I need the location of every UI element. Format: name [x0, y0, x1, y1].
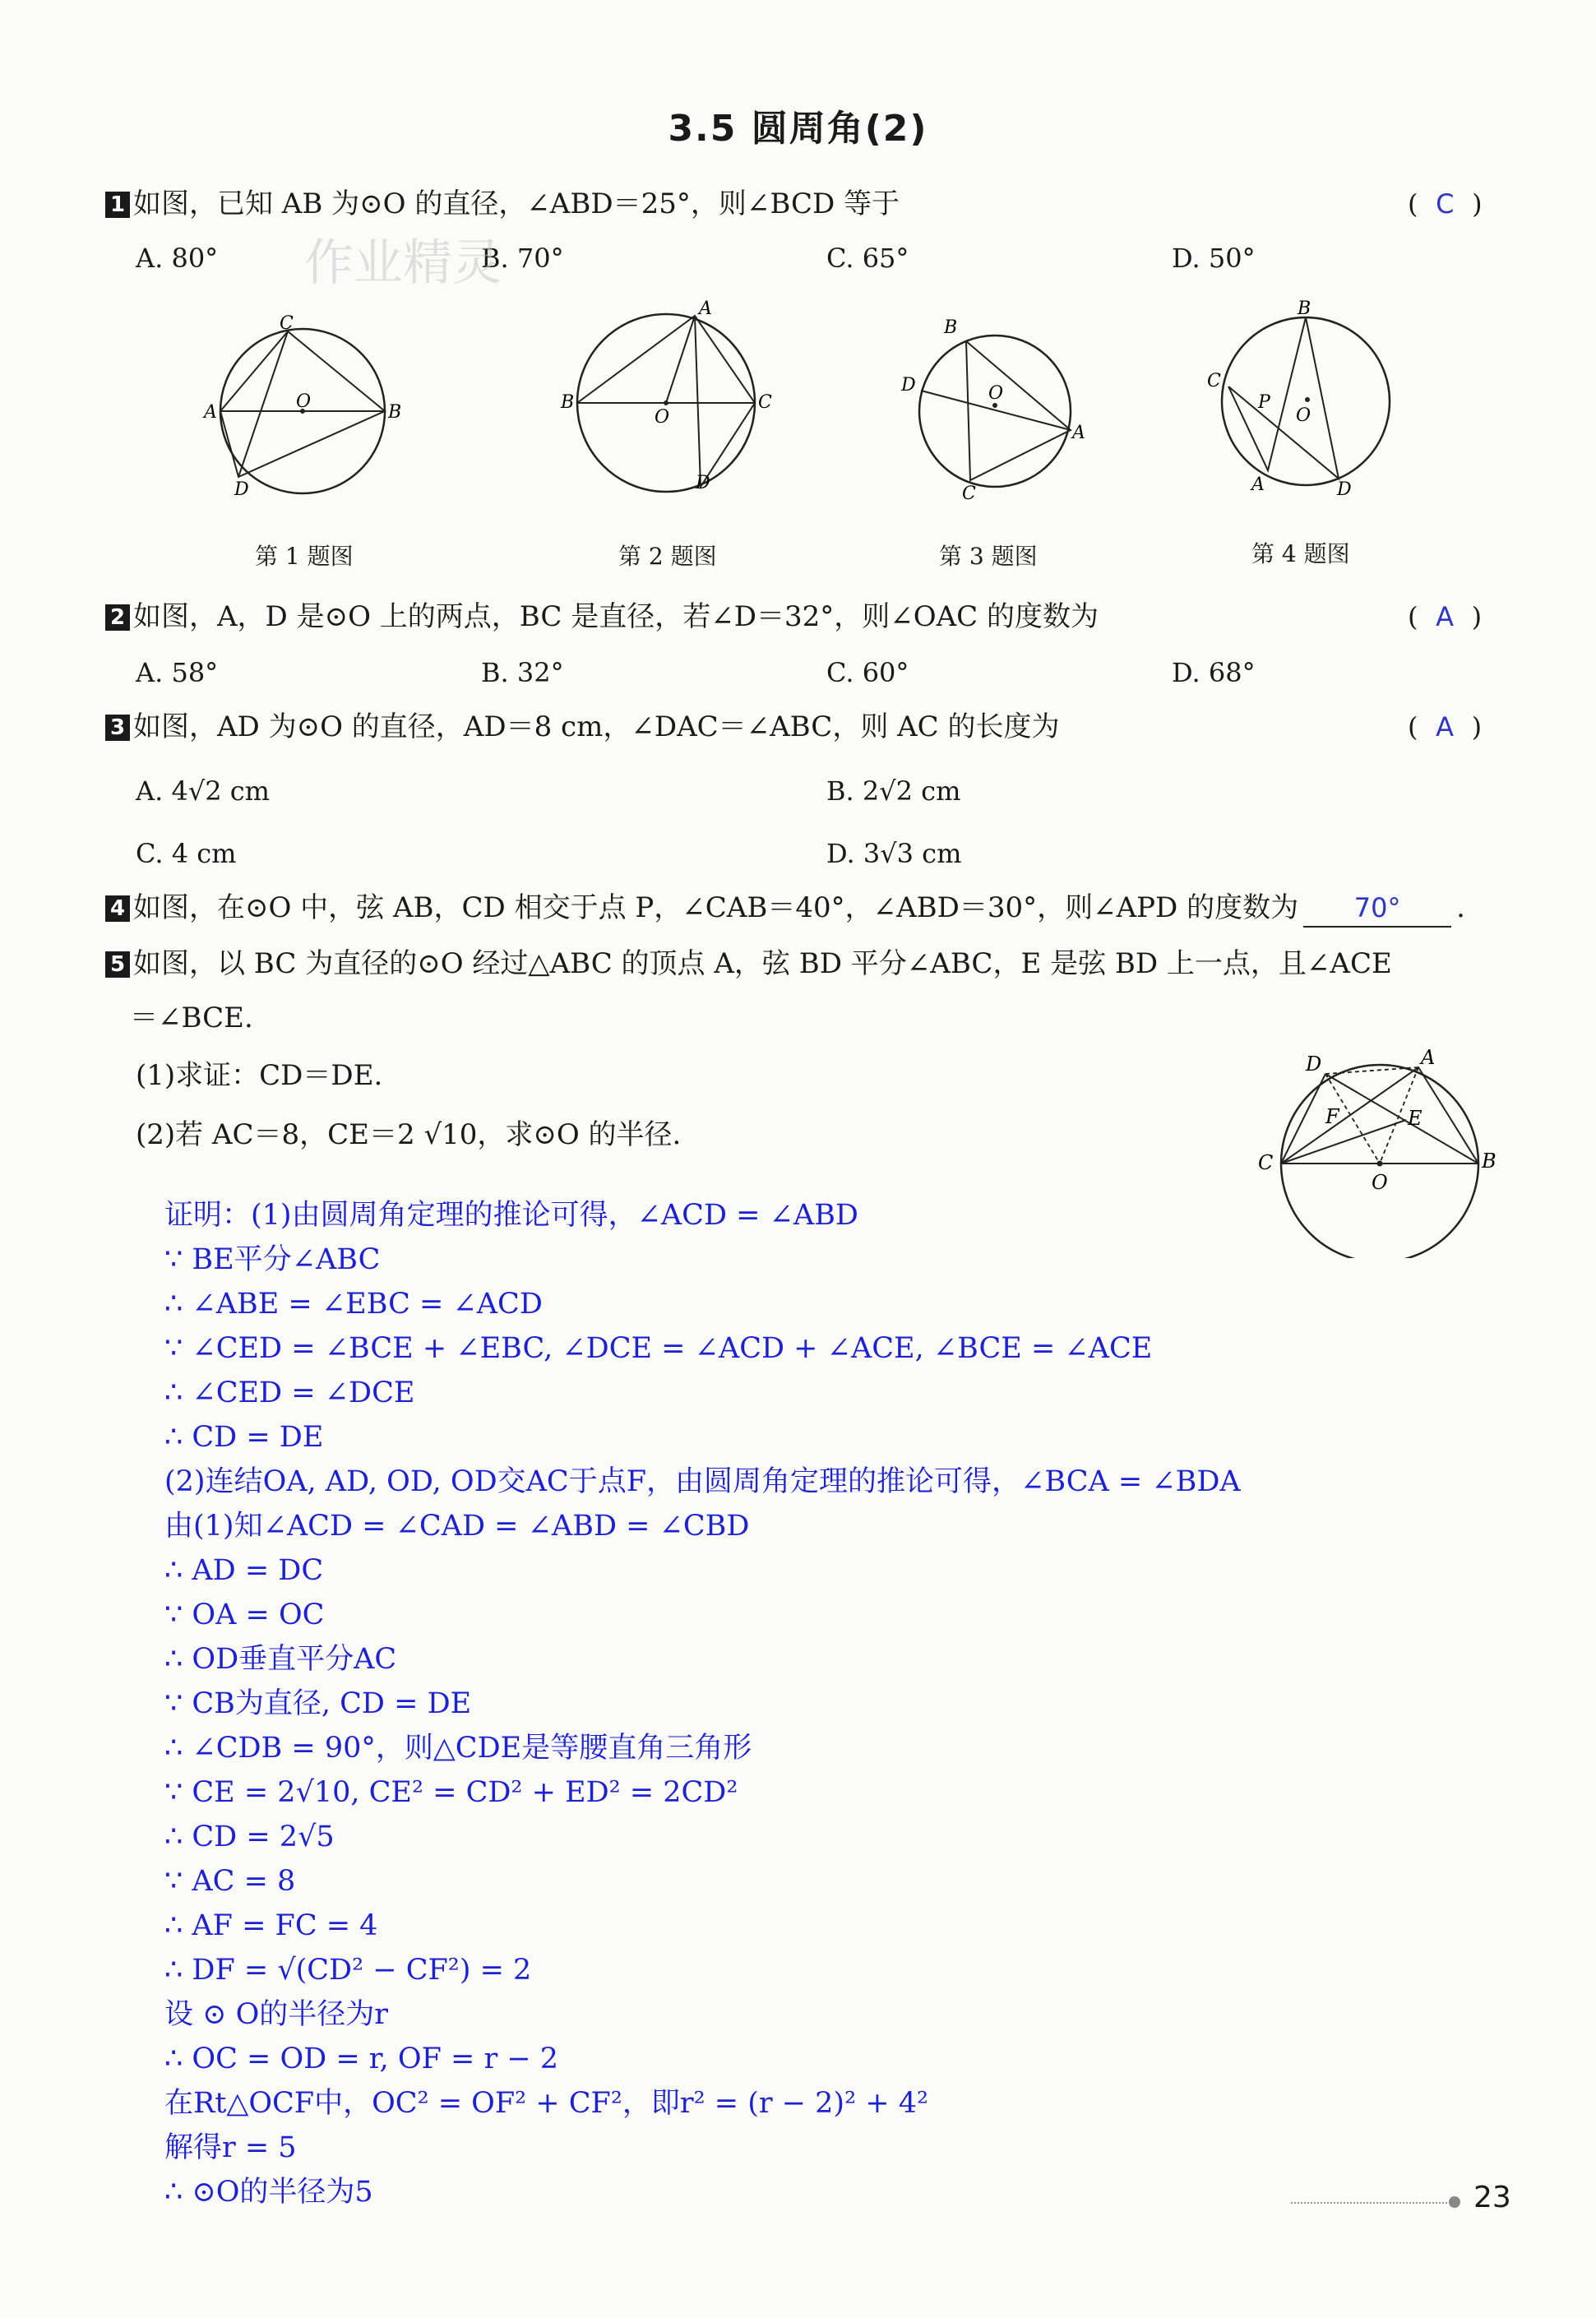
solution-line: 在Rt△OCF中，OC² = OF² + CF²，即r² = (r − 2)² + 4²	[164, 2087, 928, 2120]
solution-line: 由(1)知∠ACD = ∠CAD = ∠ABD = ∠CBD	[164, 1510, 750, 1543]
svg-text:E: E	[1408, 1107, 1423, 1130]
watermark: 作业精灵	[304, 234, 502, 292]
solution-line: ∴ ∠CDB = 90°，则△CDE是等腰直角三角形	[164, 1732, 752, 1765]
page-number: 23	[1473, 2181, 1511, 2214]
solution-line: ∴ DF = √(CD² − CF²) = 2	[164, 1954, 532, 1987]
caption-fig-3: 第 3 题图	[939, 543, 1038, 570]
answer: A	[1436, 601, 1454, 632]
svg-text:O: O	[1372, 1171, 1388, 1194]
svg-text:C: C	[962, 483, 976, 504]
question-5-line-2: ＝∠BCE.	[130, 1002, 253, 1034]
svg-text:O: O	[988, 383, 1004, 404]
solution-line: ∵ CB为直径, CD = DE	[164, 1687, 472, 1720]
question-text: 如图，以 BC 为直径的⊙O 经过△ABC 的顶点 A，弦 BD 平分∠ABC，E 是弦 BD 上一点，且∠ACE	[133, 947, 1392, 980]
caption-fig-2: 第 2 题图	[618, 543, 717, 570]
figure-3	[896, 308, 1102, 506]
svg-text:B: B	[1298, 298, 1311, 319]
figure-2	[559, 298, 781, 503]
caption-fig-1: 第 1 题图	[255, 543, 354, 570]
svg-text:B: B	[561, 392, 575, 413]
option-b: B. 70°	[481, 243, 564, 274]
answer-bracket: ( A )	[1408, 601, 1483, 632]
solution-line: ∴ OC = OD = r, OF = r − 2	[164, 2043, 559, 2075]
svg-text:A: A	[204, 402, 217, 423]
svg-text:O: O	[296, 391, 312, 412]
solution-line: ∴ ∠ABE = ∠EBC = ∠ACD	[164, 1288, 543, 1321]
option-b: B. 2√2 cm	[826, 775, 961, 807]
answer: C	[1436, 188, 1455, 220]
option-d: D. 50°	[1172, 243, 1256, 274]
svg-text:F: F	[1325, 1105, 1339, 1128]
svg-text:C: C	[280, 313, 294, 334]
question-5-part-1: (1)求证：CD＝DE.	[136, 1059, 383, 1092]
solution-line: ∴ CD = 2√5	[164, 1821, 335, 1853]
solution-line: ∵ OA = OC	[164, 1599, 325, 1631]
question-3	[105, 709, 1060, 745]
solution-line: ∴ AD = DC	[164, 1554, 324, 1587]
question-4: 4 如图，在⊙O 中，弦 AB，CD 相交于点 P，∠CAB＝40°，∠ABD＝30°，则∠APD 的度数为 70° .	[105, 890, 1465, 928]
option-a: A. 4√2 cm	[136, 775, 270, 807]
question-text: 如图，在⊙O 中，弦 AB，CD 相交于点 P，∠CAB＝40°，∠ABD＝30°，则∠APD 的度数为	[133, 891, 1299, 924]
svg-text:A: A	[1421, 1046, 1436, 1069]
solution-line: ∵ ∠CED = ∠BCE + ∠EBC, ∠DCE = ∠ACD + ∠ACE, ∠BCE = ∠ACE	[164, 1332, 1153, 1365]
answer-bracket: ( A )	[1408, 711, 1483, 743]
page-title: 3.5 圆周角(2)	[668, 108, 928, 150]
svg-text:A: A	[1251, 474, 1265, 495]
svg-text:C: C	[1258, 1151, 1274, 1174]
solution-line: ∵ CE = 2√10, CE² = CD² + ED² = 2CD²	[164, 1776, 738, 1809]
svg-text:D: D	[1337, 479, 1352, 500]
svg-text:A: A	[699, 298, 712, 319]
option-d: D. 3√3 cm	[826, 838, 962, 869]
figure-4	[1200, 296, 1406, 502]
question-number: 5	[105, 951, 130, 978]
option-b: B. 32°	[481, 657, 564, 688]
svg-text:B: B	[944, 317, 958, 338]
svg-text:O: O	[655, 407, 670, 428]
question-number: 4	[105, 895, 130, 922]
svg-text:C: C	[758, 392, 772, 413]
question-text: 如图，A，D 是⊙O 上的两点，BC 是直径，若∠D＝32°，则∠OAC 的度数为	[133, 600, 1099, 633]
footer-dots	[1291, 2202, 1447, 2204]
question-5-part-2: (2)若 AC＝8，CE＝2 √10，求⊙O 的半径.	[136, 1118, 682, 1151]
svg-text:D: D	[901, 375, 916, 396]
option-c: C. 65°	[826, 243, 909, 274]
svg-text:D: D	[1306, 1053, 1322, 1076]
option-a: A. 80°	[136, 243, 219, 274]
solution-line: 设 ⊙ O的半径为r	[164, 1998, 389, 2031]
question-5	[105, 946, 1392, 982]
option-c: C. 60°	[826, 657, 909, 688]
figure-5	[1250, 1044, 1513, 1258]
solution-line: ∴ ⊙O的半径为5	[164, 2176, 373, 2209]
caption-fig-4: 第 4 题图	[1251, 540, 1350, 567]
footer-dot	[1449, 2196, 1460, 2208]
option-c: C. 4 cm	[136, 838, 237, 869]
solution-line: ∴ ∠CED = ∠DCE	[164, 1376, 415, 1409]
option-d: D. 68°	[1172, 657, 1256, 688]
solution-line: ∴ CD = DE	[164, 1421, 324, 1454]
solution-line: ∵ AC = 8	[164, 1865, 296, 1898]
figure-1	[197, 304, 411, 502]
svg-text:B: B	[388, 402, 402, 423]
svg-text:D: D	[696, 473, 710, 493]
answer-bracket: ( C )	[1408, 188, 1483, 220]
svg-text:D: D	[234, 479, 249, 500]
question-number: 3	[105, 715, 130, 741]
svg-text:P: P	[1258, 392, 1270, 413]
question-1	[105, 186, 900, 222]
solution-line: (2)连结OA, AD, OD, OD交AC于点F，由圆周角定理的推论可得，∠BCA = ∠BDA	[164, 1465, 1241, 1498]
question-2	[105, 599, 1099, 635]
svg-text:O: O	[1296, 405, 1311, 426]
question-text: 如图，AD 为⊙O 的直径，AD＝8 cm，∠DAC＝∠ABC，则 AC 的长度为	[133, 710, 1060, 743]
option-a: A. 58°	[136, 657, 219, 688]
svg-text:B: B	[1482, 1150, 1497, 1173]
question-text: 如图，已知 AB 为⊙O 的直径，∠ABD＝25°，则∠BCD 等于	[133, 187, 900, 220]
svg-text:C: C	[1207, 371, 1221, 391]
solution-line: 解得r = 5	[164, 2131, 297, 2164]
solution-line: ∴ OD垂直平分AC	[164, 1643, 397, 1676]
solution-line: ∵ BE平分∠ABC	[164, 1243, 381, 1276]
answer: A	[1436, 711, 1454, 743]
solution-line: 证明：(1)由圆周角定理的推论可得，∠ACD = ∠ABD	[164, 1199, 858, 1232]
solution-line: ∴ AF = FC = 4	[164, 1909, 378, 1942]
question-number: 1	[105, 192, 130, 218]
svg-text:A: A	[1072, 423, 1085, 443]
answer: 70°	[1353, 892, 1401, 923]
question-number: 2	[105, 604, 130, 631]
